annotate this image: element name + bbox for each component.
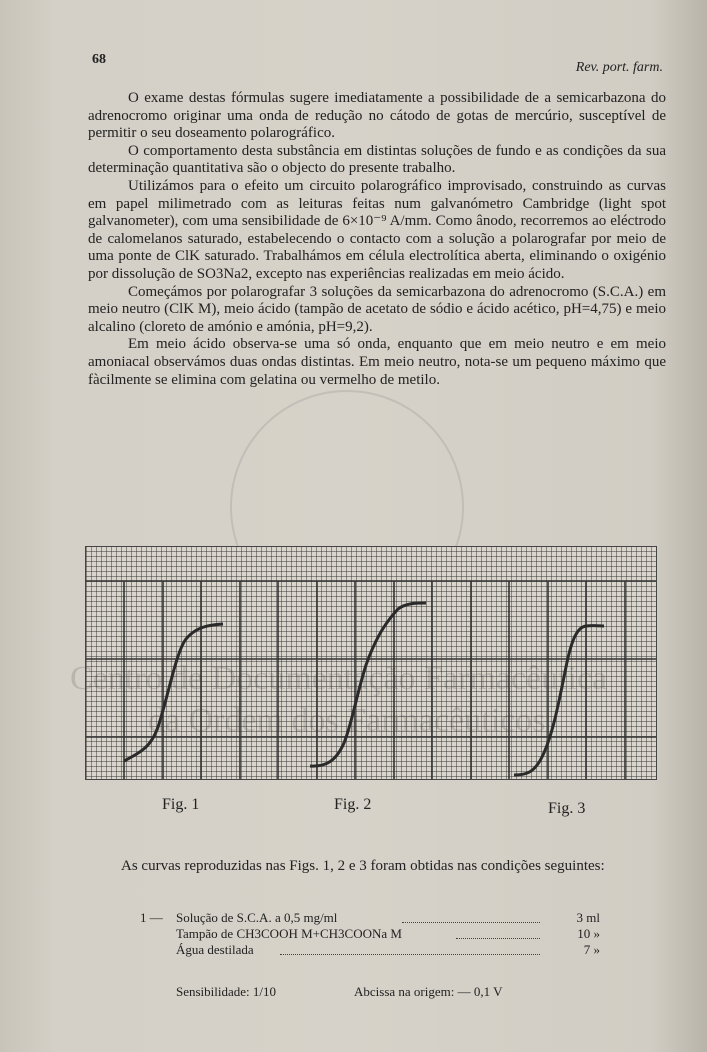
sensitivity-note: Sensibilidade: 1/10 [176, 984, 277, 999]
condition-row [140, 942, 600, 958]
fig-3-label: Fig. 3 [548, 800, 586, 817]
paragraph: O comportamento desta substância em distintas soluções de fundo e as condições da sua determinação quantitativa são o objecto do presente trabalho. [88, 142, 666, 177]
leader-dots [402, 910, 540, 923]
conditions-table [140, 910, 600, 958]
leader-dots [456, 926, 540, 939]
leader-dots [280, 942, 540, 955]
conditions-intro [88, 858, 658, 875]
condition-label: Água destilada [176, 942, 254, 957]
paragraph: Em meio ácido observa-se uma só onda, enquanto que em meio neutro e em meio amoniacal observámos duas ondas distintas. Em meio neutro, nota-se um pequeno máximo que fàcilmente se elimina com gelatina ou vermelho de metilo. [88, 336, 666, 388]
paragraph: O exame destas fórmulas sugere imediatamente a possibilidade de a semicarbazona do adrenocromo originar uma onda de redução no cátodo de gotas de mercúrio, susceptível de permitir o seu doseamento polarográfico. [88, 90, 666, 142]
curve-fig-3 [514, 626, 604, 775]
curve-fig-2 [310, 603, 426, 766]
fig-1-label: Fig. 1 [162, 796, 200, 813]
condition-label: Tampão de CH3COOH M+CH3COONa M [176, 926, 402, 941]
condition-quantity: 10 » [577, 926, 600, 941]
fig-2-label: Fig. 2 [334, 796, 372, 813]
abscissa-note: Abcissa na origem: — 0,1 V [354, 984, 503, 999]
condition-row [140, 910, 600, 926]
paragraph: Começámos por polarografar 3 soluções da semicarbazona do adrenocromo (S.C.A.) em meio neutro (ClK M), meio ácido (tampão de acetato de sódio e ácido acético, pH=4,75) e meio alcalino (cloreto de amónio e amónia, pH=9,2). [88, 283, 666, 335]
condition-quantity: 7 » [583, 942, 600, 957]
body-text [88, 90, 666, 389]
polarogram-figures [85, 546, 657, 780]
condition-label: Solução de S.C.A. a 0,5 mg/ml [176, 910, 338, 925]
condition-quantity: 3 ml [576, 910, 600, 925]
page-number: 68 [92, 52, 106, 67]
condition-row [140, 926, 600, 942]
paragraph: As curvas reproduzidas nas Figs. 1, 2 e 3 foram obtidas nas condições seguintes: [121, 858, 605, 874]
paragraph: Utilizámos para o efeito um circuito polarográfico improvisado, construindo as curvas em papel milimetrado com as leituras feitas num galvanómetro Cambridge (light spot galvanometer), com uma sensibilidade de 6×10⁻⁹ A/mm. Como ânodo, recorremos ao eléctrodo de calomelanos saturado, estabelecendo o contacto com a solução a polarografar por meio de uma ponte de ClK saturado. Trabalhámos em célula electrolítica aberta, eliminando o oxigénio por dissolução de SO3Na2, excepto nas experiências realizadas em meio ácido. [88, 177, 666, 282]
running-head: Rev. port. farm. [575, 60, 663, 75]
curve-fig-1 [124, 624, 223, 761]
polarogram-svg [86, 547, 656, 779]
condition-number: 1 — [140, 910, 163, 925]
